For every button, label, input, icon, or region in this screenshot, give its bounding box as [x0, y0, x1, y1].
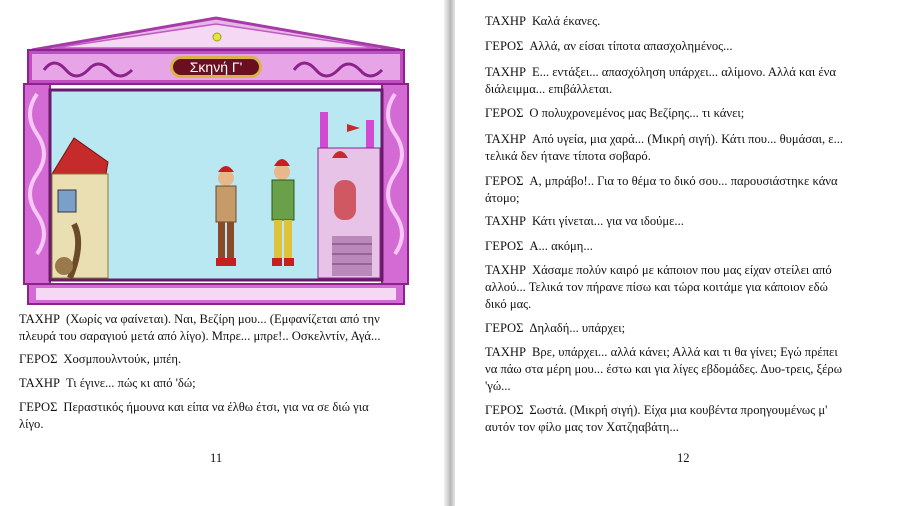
dialogue-line	[485, 64, 836, 81]
speaker-name: ΓΕΡΟΣ	[485, 39, 524, 53]
dialogue-text: Δηλαδή... υπάρχει;	[529, 321, 626, 335]
dialogue-text: δικό μας.	[485, 297, 532, 311]
speaker-name: ΤΑΧΗΡ	[485, 263, 526, 277]
dialogue-line	[485, 173, 838, 190]
speaker-name: ΓΕΡΟΣ	[485, 239, 524, 253]
dialogue-text: Α, μπράβο!.. Για το θέμα το δικό σου... παρουσιάστηκε κάνα	[529, 174, 838, 188]
speaker-name: ΤΑΧΗΡ	[19, 312, 60, 326]
dialogue-text: 'γώ...	[485, 379, 511, 393]
dialogue-line	[485, 213, 684, 230]
dialogue-line	[485, 320, 625, 337]
speaker-name: ΓΕΡΟΣ	[485, 174, 524, 188]
dialogue-line	[485, 13, 600, 30]
dialogue-text: Ο πολυχρονεμένος μας Βεζίρης... τι κάνει;	[529, 106, 745, 120]
dialogue-line	[485, 402, 827, 419]
dialogue-line	[485, 148, 651, 165]
dialogue-line	[19, 399, 429, 433]
scene-title-badge: Σκηνή Γ'	[170, 56, 262, 78]
left-page	[0, 0, 444, 506]
dialogue-text: τελικά δεν ήτανε τίποτα σοβαρό.	[485, 149, 651, 163]
speaker-name: ΤΑΧΗΡ	[485, 345, 526, 359]
dialogue-text: άτομο;	[485, 191, 520, 205]
book-gutter	[444, 0, 455, 506]
dialogue-line	[485, 105, 744, 122]
dialogue-text: Χάσαμε πολύν καιρό με κάποιον που μας είχαν στείλει από	[531, 263, 832, 277]
dialogue-line	[19, 351, 429, 368]
page-number: 11	[210, 451, 223, 465]
dialogue-text: να πάω στα μέρη μου... έστω και για λίγες εβδομάδες. Δυο-τρεις, ξέρω	[485, 362, 842, 376]
dialogue-text: Τι έγινε... πώς κι από 'δώ;	[65, 376, 196, 390]
dialogue-line	[485, 344, 838, 361]
dialogue-line	[485, 81, 612, 98]
dialogue-text: Κάτι γίνεται... για να ιδούμε...	[531, 214, 684, 228]
dialogue-text: Ε... εντάξει... απασχόληση υπάρχει... αλίμονο. Αλλά και ένα	[531, 65, 836, 79]
dialogue-line	[485, 296, 531, 313]
dialogue-line	[485, 361, 842, 378]
speaker-name: ΓΕΡΟΣ	[19, 400, 58, 414]
dialogue-text: Από υγεία, μια χαρά... (Μικρή σιγή). Κάτι που... θυμάσαι, ε...	[531, 132, 844, 146]
speaker-name: ΓΕΡΟΣ	[485, 106, 524, 120]
dialogue-text: Βρε, υπάρχει... αλλά κάνει; Αλλά και τι θα γίνει; Εγώ πρέπει	[531, 345, 838, 359]
right-page	[455, 0, 901, 506]
speaker-name: ΓΕΡΟΣ	[485, 403, 524, 417]
dialogue-text: Αλλά, αν είσαι τίποτα απασχολημένος...	[529, 39, 733, 53]
dialogue-text: Καλά έκανες.	[531, 14, 601, 28]
stage-illustration	[14, 14, 418, 306]
page-number: 12	[677, 451, 690, 465]
dialogue-text: Χοσμπουλντούκ, μπέη.	[63, 352, 182, 366]
dialogue-text: διάλειμμα... επιβάλλεται.	[485, 82, 613, 96]
dialogue-line	[485, 279, 828, 296]
dialogue-text: λίγο.	[19, 417, 44, 431]
dialogue-text: Σωστά. (Μικρή σιγή). Είχα μια κουβέντα προηγουμένως μ'	[529, 403, 828, 417]
speaker-name: ΤΑΧΗΡ	[485, 65, 526, 79]
dialogue-line	[485, 238, 593, 255]
dialogue-line	[19, 375, 429, 392]
speaker-name: ΤΑΧΗΡ	[485, 214, 526, 228]
dialogue-text: αλλού... Τελικά τον πήρανε πίσω και τώρα κοιτάμε για κάποιον εδώ	[485, 280, 828, 294]
dialogue-line	[485, 262, 832, 279]
dialogue-text: πλευρά του σαραγιού μετά από λίγο). Μπρε... μπρε!.. Οσκελντίν, Αγά...	[19, 329, 381, 343]
dialogue-line	[485, 419, 679, 436]
dialogue-line	[485, 38, 733, 55]
speaker-name: ΤΑΧΗΡ	[485, 14, 526, 28]
speaker-name: ΓΕΡΟΣ	[485, 321, 524, 335]
dialogue-text: (Χωρίς να φαίνεται). Ναι, Βεζίρη μου... (Εμφανίζεται από την	[65, 312, 380, 326]
dialogue-line	[485, 378, 511, 395]
dialogue-line	[19, 311, 429, 345]
dialogue-text: Α... ακόμη...	[529, 239, 593, 253]
dialogue-text: αυτόν τον φίλο μας τον Χατζηαβάτη...	[485, 420, 679, 434]
speaker-name: ΤΑΧΗΡ	[19, 376, 60, 390]
dialogue-line	[485, 131, 843, 148]
dialogue-line	[485, 190, 520, 207]
speaker-name: ΤΑΧΗΡ	[485, 132, 526, 146]
speaker-name: ΓΕΡΟΣ	[19, 352, 58, 366]
dialogue-text: Περαστικός ήμουνα και είπα να έλθω έτσι, για να σε διώ για	[63, 400, 369, 414]
